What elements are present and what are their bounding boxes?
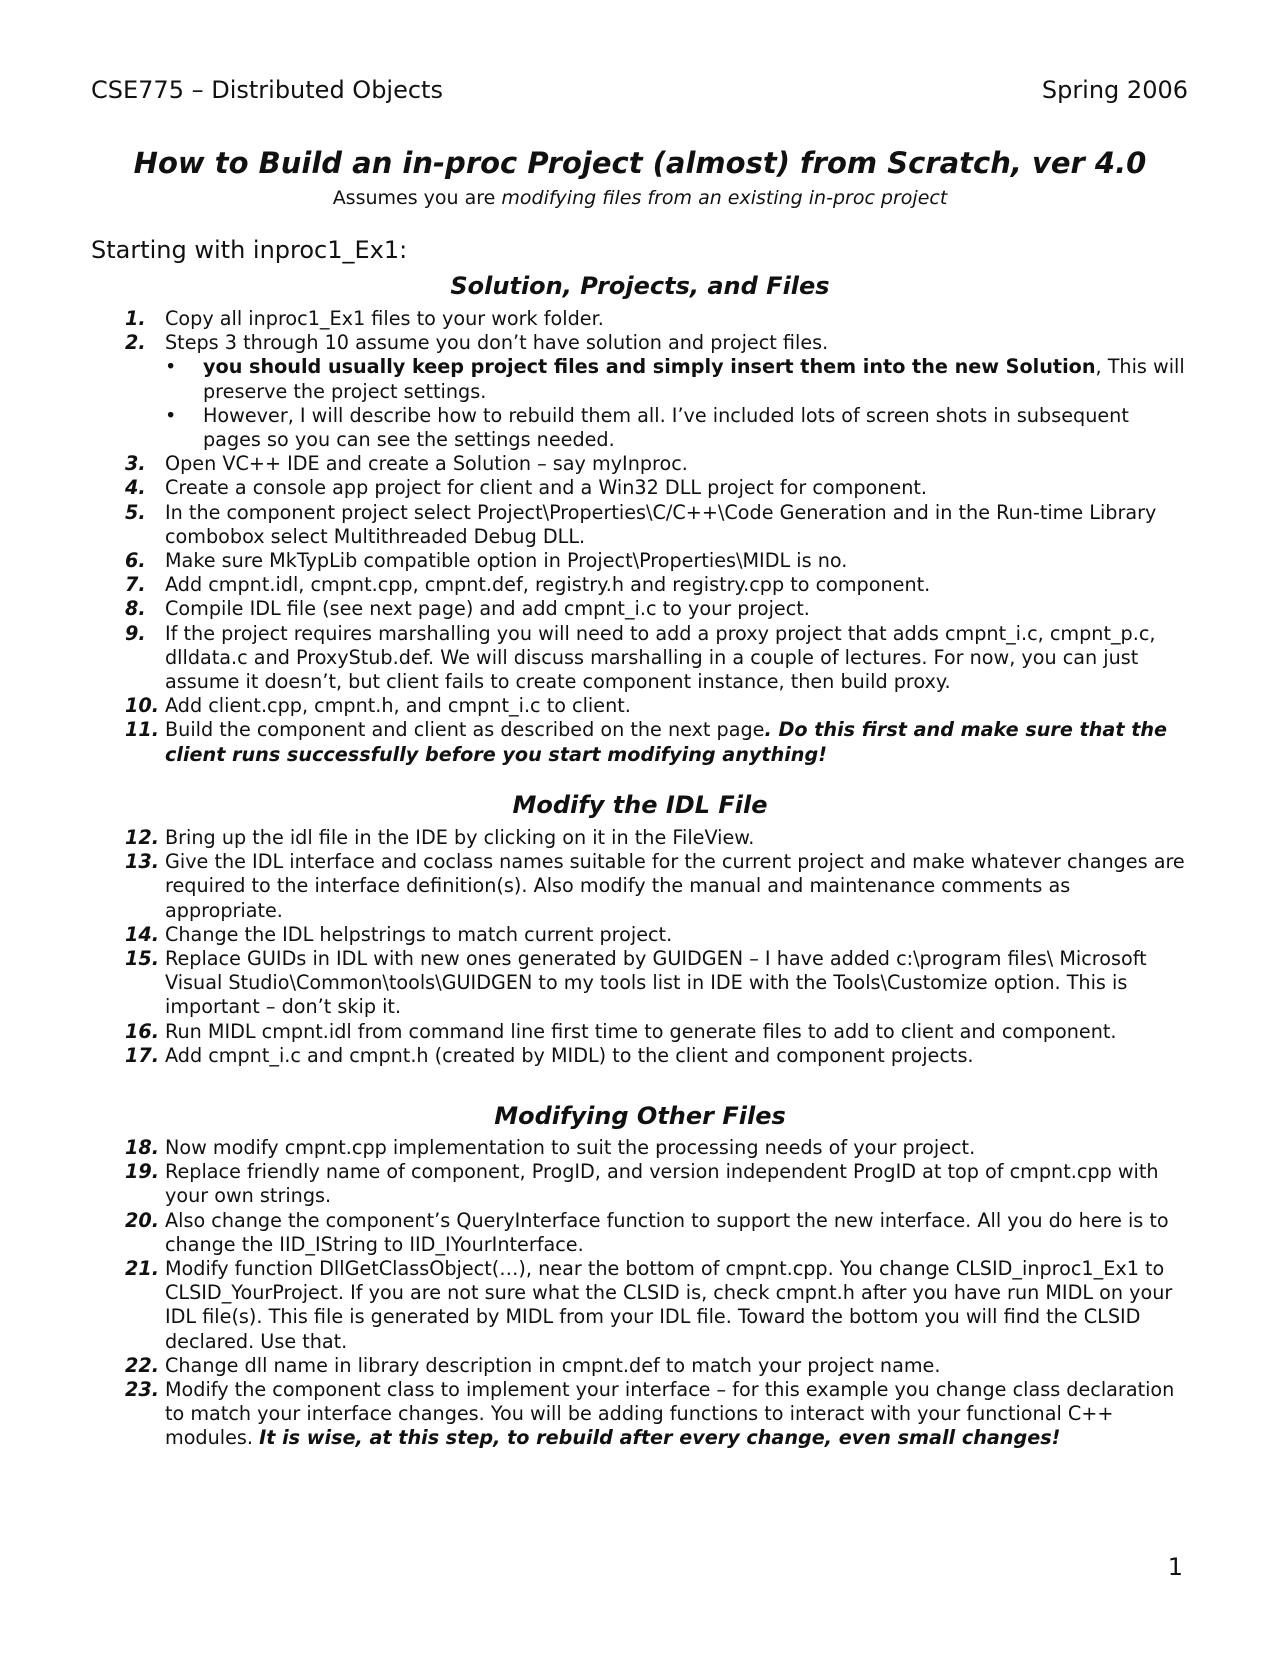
step-number: 12. <box>125 826 159 849</box>
step-text: Change the IDL helpstrings to match current project. <box>165 922 673 946</box>
step-text: Give the IDL interface and coclass names suitable for the current project and make whatever changes are required to the interface definition(s). Also modify the manual and maintenance comments as appropriate. <box>165 850 1185 922</box>
page-number: 1 <box>1167 1553 1183 1581</box>
step-item <box>125 331 1185 355</box>
steps-list-other-files <box>125 1136 1185 1451</box>
step-item <box>125 718 1185 766</box>
step-item <box>125 573 1185 597</box>
step-number: 5. <box>125 500 146 524</box>
steps-list-idl <box>125 826 1185 1068</box>
step-number: 19. <box>125 1160 159 1184</box>
step-number: 8. <box>125 597 146 621</box>
bullet-item <box>165 404 1185 452</box>
document-subtitle <box>0 185 1280 211</box>
step-number: 20. <box>125 1208 159 1232</box>
step-text: Add cmpnt_i.c and cmpnt.h (created by MIDL) to the client and component projects. <box>165 1043 974 1067</box>
intro-line: Starting with inproc1_Ex1: <box>91 236 408 264</box>
step-item <box>125 1044 1185 1068</box>
step-text: Replace friendly name of component, ProgID, and version independent ProgID at top of cmpnt.cpp with your own strings. <box>165 1160 1159 1208</box>
step-item <box>125 1209 1185 1257</box>
step-item <box>125 597 1185 621</box>
step-number: 6. <box>125 549 146 573</box>
step-number: 1. <box>125 307 146 330</box>
step-text: Replace GUIDs in IDL with new ones generated by GUIDGEN – I have added c:\program files\ Microsoft Visual Studio\Common\tools\GUIDGEN to my tools list in IDE with the Tools\Customize option. This is important – don’t skip it. <box>165 947 1147 1019</box>
step-number: 22. <box>125 1353 159 1377</box>
step-text: Copy all inproc1_Ex1 files to your work folder. <box>165 307 604 330</box>
step-item <box>125 622 1185 695</box>
step-text: Steps 3 through 10 assume you don’t have solution and project files. <box>165 331 829 355</box>
step-text: Modify the component class to implement your interface – for this example you change class declaration to match your interface changes. You will be adding functions to interact with your functional C++ modules. <box>165 1378 1175 1450</box>
step-item <box>125 1257 1185 1354</box>
step-item <box>125 1354 1185 1378</box>
steps-list-solution <box>125 307 1185 767</box>
step-number: 23. <box>125 1378 159 1402</box>
subtitle-plain: Assumes you are <box>332 187 502 209</box>
section-heading-idl: Modify the IDL File <box>512 791 768 819</box>
step-number: 7. <box>125 573 146 597</box>
step-emphasis: . Do this first and make sure that the client runs successfully before you start modifying anything! <box>165 718 1168 766</box>
step-item <box>125 850 1185 923</box>
step-text: If the project requires marshalling you will need to add a proxy project that adds cmpnt_i.c, cmpnt_p.c, dlldata.c and ProxyStub.def. We will discuss marshalling in a couple of lectures. For now, you can just assume it doesn’t, but client fails to create component instance, then build proxy. <box>165 621 1156 694</box>
step-number: 21. <box>125 1257 159 1281</box>
step-item <box>125 476 1185 500</box>
step-number: 11. <box>125 718 159 742</box>
step-number: 18. <box>125 1136 159 1159</box>
bullet-icon: • <box>165 355 177 379</box>
course-name: CSE775 – Distributed Objects <box>91 76 443 104</box>
step-number: 2. <box>125 331 146 355</box>
step-item <box>125 826 1185 850</box>
step-number: 15. <box>125 947 159 971</box>
bullet-item <box>165 355 1185 403</box>
step-number: 3. <box>125 452 146 476</box>
bullet-text: , This will preserve the project settings. <box>203 355 1185 403</box>
term: Spring 2006 <box>1041 76 1188 104</box>
step-number: 10. <box>125 694 159 718</box>
step-item <box>125 923 1185 947</box>
bullet-text: However, I will describe how to rebuild them all. I’ve included lots of screen shots in subsequent pages so you can see the settings needed. <box>203 403 1129 452</box>
step-text: Build the component and client as described on the next page <box>165 718 765 742</box>
step-item <box>125 452 1185 476</box>
step-text: Bring up the idl file in the IDE by clicking on it in the FileView. <box>165 826 755 849</box>
step-item <box>125 1160 1185 1208</box>
step-text: In the component project select Project\Properties\C/C++\Code Generation and in the Run-time Library combobox select Multithreaded Debug DLL. <box>165 500 1157 548</box>
step-text: Also change the component’s QueryInterface function to support the new interface. All you do here is to change the IID_IString to IID_IYourInterface. <box>165 1208 1169 1256</box>
step-text: Add client.cpp, cmpnt.h, and cmpnt_i.c to client. <box>165 694 631 718</box>
step-text: Modify function DllGetClassObject(…), near the bottom of cmpnt.cpp. You change CLSID_inproc1_Ex1 to CLSID_YourProject. If you are not sure what the CLSID is, check cmpnt.h after you have run MIDL on your IDL file(s). This file is generated by MIDL from your IDL file. Toward the bottom you will find the CLSID declared. Use that. <box>165 1257 1173 1353</box>
step-text: Make sure MkTypLib compatible option in Project\Properties\MIDL is no. <box>165 549 848 573</box>
step-text: Run MIDL cmpnt.idl from command line first time to generate files to add to client and component. <box>165 1019 1117 1043</box>
subtitle-italic: modifying files from an existing in-proc project <box>501 187 948 209</box>
step-text: Change dll name in library description in cmpnt.def to match your project name. <box>165 1353 941 1377</box>
step-number: 9. <box>125 621 146 645</box>
step-number: 13. <box>125 850 159 874</box>
step-text: Create a console app project for client and a Win32 DLL project for component. <box>165 476 928 500</box>
step-item <box>125 1378 1185 1451</box>
step-item <box>125 549 1185 573</box>
step-item <box>125 694 1185 718</box>
section-heading-solution: Solution, Projects, and Files <box>450 272 830 300</box>
step-number: 16. <box>125 1019 159 1043</box>
step-emphasis: It is wise, at this step, to rebuild after every change, even small changes! <box>259 1426 1061 1450</box>
step-item <box>125 1020 1185 1044</box>
sub-bullet-list <box>125 355 1185 452</box>
step-item <box>125 501 1185 549</box>
step-text: Add cmpnt.idl, cmpnt.cpp, cmpnt.def, registry.h and registry.cpp to component. <box>165 573 931 597</box>
step-item <box>125 947 1185 1020</box>
document-title: How to Build an in-proc Project (almost) from Scratch, ver 4.0 <box>133 146 1147 180</box>
step-item <box>125 307 1185 331</box>
step-number: 4. <box>125 476 146 500</box>
page-header <box>91 73 1188 107</box>
bullet-icon: • <box>165 403 177 427</box>
step-text: Now modify cmpnt.cpp implementation to suit the processing needs of your project. <box>165 1136 976 1159</box>
step-text: Compile IDL file (see next page) and add cmpnt_i.c to your project. <box>165 597 810 621</box>
step-text: Open VC++ IDE and create a Solution – say myInproc. <box>165 452 688 476</box>
step-item <box>125 1136 1185 1160</box>
bullet-bold-text: you should usually keep project files and simply insert them into the new Solution <box>203 355 1096 379</box>
step-number: 17. <box>125 1043 159 1067</box>
section-heading-other-files: Modifying Other Files <box>494 1102 786 1130</box>
step-number: 14. <box>125 922 159 946</box>
